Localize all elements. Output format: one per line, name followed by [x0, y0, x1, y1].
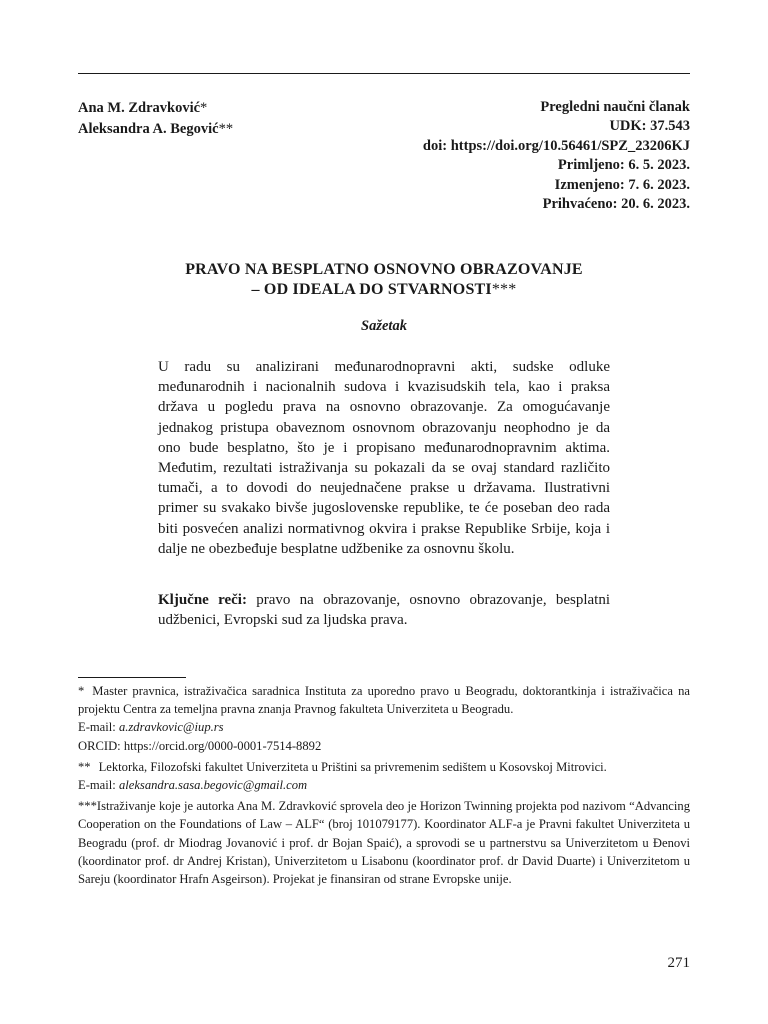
footnotes	[78, 682, 690, 888]
footnote-3	[78, 797, 690, 888]
footnote-2-email[interactable]: aleksandra.sasa.begovic@gmail.com	[118, 778, 308, 793]
footnote-2-mark: **	[78, 759, 91, 774]
keywords-text: pravo na obrazovanje, osnovno obrazovanje, besplatni udžbenici, Evropski sud za ljudska prava.	[158, 592, 611, 629]
keywords	[158, 590, 610, 630]
footnote-rule	[78, 677, 186, 678]
author-1-mark: *	[200, 100, 208, 116]
footnote-1-text: Master pravnica, istraživačica saradnica Instituta za uporedno pravo u Beogradu, doktorantkinja i istraživačica na projektu Centra za temeljna pravna znanja Pravnog fakulteta Univerziteta u Beogradu.	[78, 684, 690, 717]
page-number: 271	[667, 955, 690, 971]
abstract-text: U radu su analizirani međunarodnopravni akti, sudske odluke međunarodnih i nacionalnih sudova i kvazisudskih tela, kao i praksa država u pogledu prava na osnovno obrazovanje. Za omogućavanje jednakog pristupa obaveznom osnovnom obrazovanju neophodno je da ono bude besplatno, što je i propisano međunarodnopravnim aktima. Međutim, rezultati istraživanja su pokazali da se ovaj standard različito tumači, a to dovodi do neujednačene prakse u državama. Ilustrativni primer su svakako bivše jugoslovenske republike, te će poseban deo rada biti posvećen analizi normativnog okvira i prakse Republike Srbije, koja i dalje ne obezbeđuje besplatne udžbenike za osnovnu školu.	[158, 359, 610, 557]
footnote-1-email-line	[78, 718, 690, 736]
footnote-1-mark: *	[78, 684, 85, 698]
footnote-2-text: Lektorka, Filozofski fakultet Univerziteta u Prištini sa privremenim sedištem u Kosovskoj Mitrovici.	[98, 759, 607, 774]
author-1-name: Ana M. Zdravković	[78, 100, 201, 116]
footnote-2-email-label: E-mail:	[78, 778, 116, 793]
footnote-1-email[interactable]: a.zdravkovic@iup.rs	[118, 720, 224, 735]
title-line-2-text: – OD IDEALA DO STVARNOSTI	[251, 281, 492, 298]
footnote-3-mark: ***	[78, 799, 97, 814]
author-2-mark: **	[218, 121, 234, 137]
doi: doi: https://doi.org/10.56461/SPZ_23206KJ	[422, 137, 690, 154]
footnote-2	[78, 758, 690, 794]
title-mark: ***	[491, 281, 517, 298]
accepted-date: Prihvaćeno: 20. 6. 2023.	[542, 196, 690, 213]
udk: UDK: 37.543	[609, 118, 690, 135]
article-title	[78, 260, 690, 300]
author-2	[78, 119, 233, 140]
article-metadata	[423, 98, 690, 214]
header-rule	[78, 73, 690, 74]
footnote-2-email-line	[78, 776, 690, 794]
title-line-1: PRAVO NA BESPLATNO OSNOVNO OBRAZOVANJE	[185, 261, 583, 278]
revised-date: Izmenjeno: 7. 6. 2023.	[554, 176, 690, 193]
author-1	[78, 98, 233, 119]
keywords-label: Ključne reči:	[158, 592, 247, 608]
received-date: Primljeno: 6. 5. 2023.	[557, 157, 690, 174]
article-type: Pregledni naučni članak	[540, 99, 690, 115]
author-2-name: Aleksandra A. Begović	[78, 121, 219, 137]
title-line-2	[78, 280, 690, 300]
footnote-1-orcid[interactable]: ORCID: https://orcid.org/0000-0001-7514-8892	[78, 738, 322, 753]
footnote-1-email-label: E-mail:	[78, 720, 116, 735]
abstract-heading: Sažetak	[361, 318, 407, 334]
author-list	[78, 98, 233, 140]
footnote-1	[78, 682, 690, 755]
footnote-3-text: Istraživanje koje je autorka Ana M. Zdravković sprovela deo je Horizon Twinning projekta pod nazivom “Advancing Cooperation on the Foundations of Law – ALF“ (broj 101079177). Koordinator ALF-a je Pravni fakultet Univerziteta u Beogradu (prof. dr Miodrag Jovanović i prof. dr Bojan Spaić), a sprovodi se u partnerstvu sa Univerzitetom u Đenovi (koordinator prof. dr Andrej Kristan), Univerzitetom u Lisabonu (koordinator prof. dr David Duarte) i Univerzitetom u Sareju (koordinator Hrafn Asgeirson). Projekat je finansiran od strane Evropske unije.	[78, 799, 690, 887]
